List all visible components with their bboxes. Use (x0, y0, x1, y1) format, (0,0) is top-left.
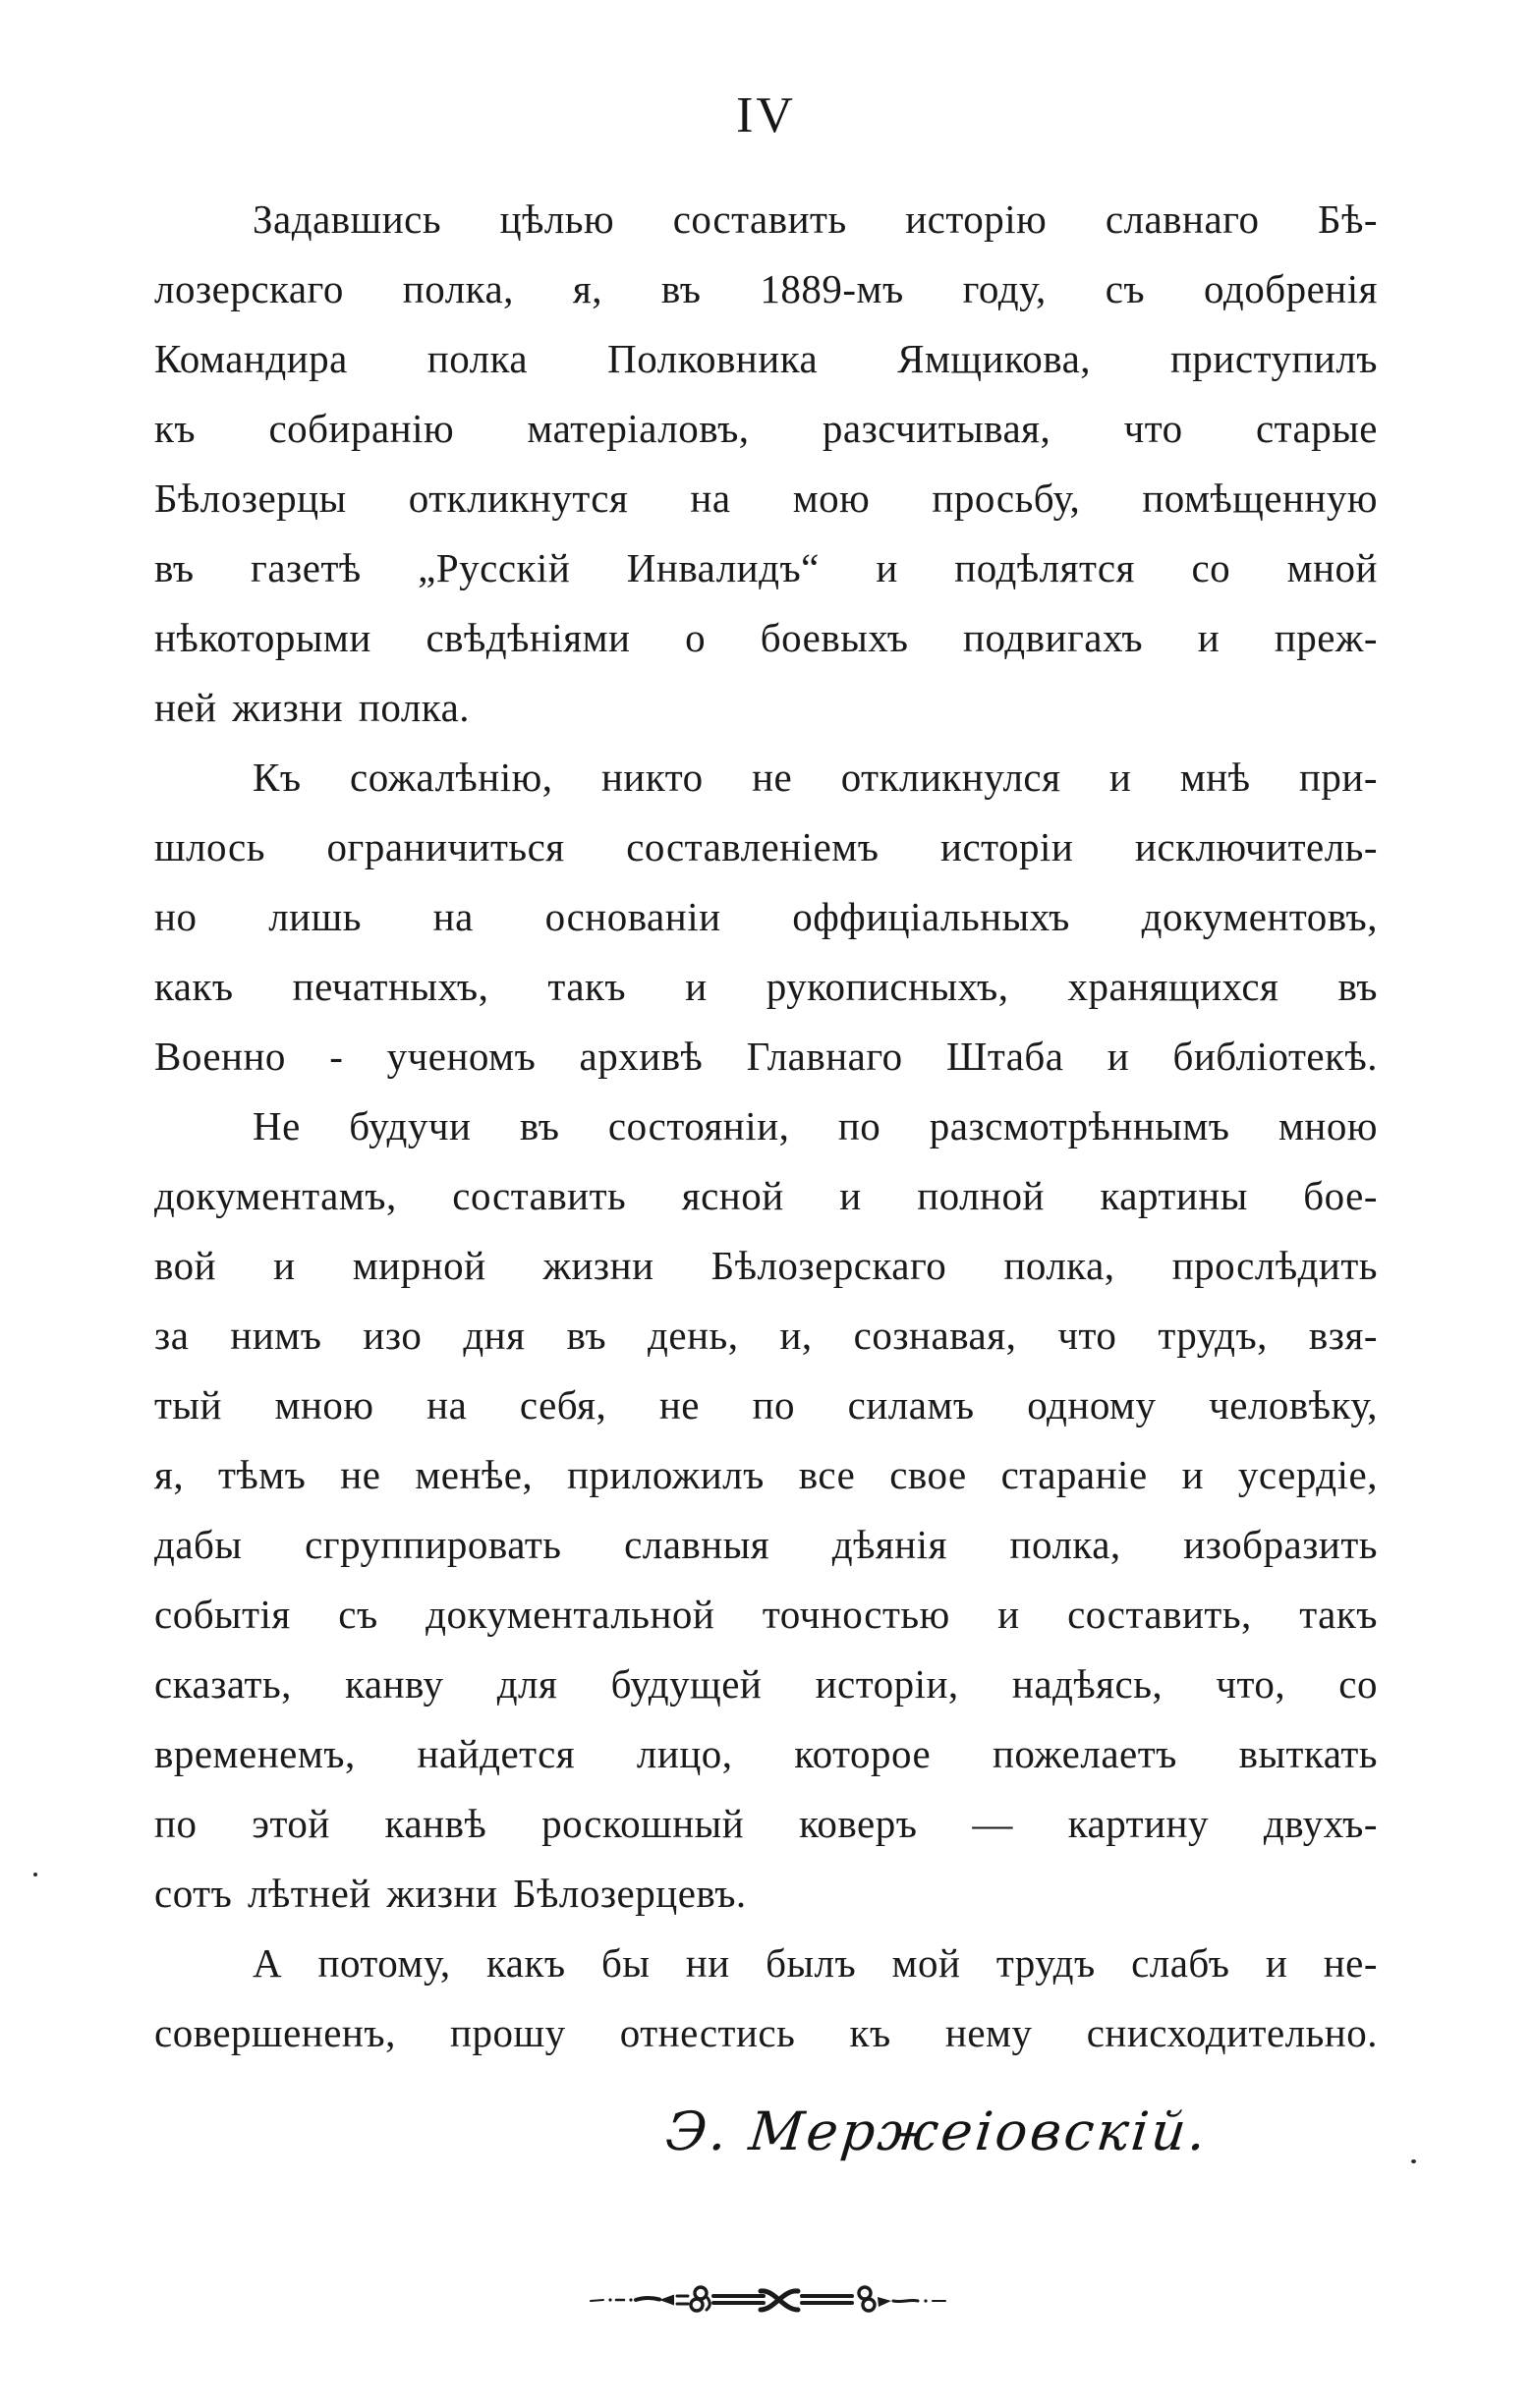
text-line: событія съ документальной точностью и составить, такъ (154, 1592, 1378, 1637)
divider-ornament-icon (587, 2283, 950, 2317)
text-line: по этой канвѣ роскошный коверъ — картину двухъ- (154, 1801, 1378, 1846)
scan-speck (33, 1873, 37, 1876)
text-line: за нимъ изо дня въ день, и, сознавая, что трудъ, взя- (154, 1313, 1378, 1358)
text-line: лозерскаго полка, я, въ 1889-мъ году, съ одобренія (154, 266, 1378, 311)
text-line: я, тѣмъ не менѣе, приложилъ все свое стараніе и усердіе, (154, 1452, 1378, 1497)
text-line: Бѣлозерцы откликнутся на мою просьбу, помѣщенную (154, 476, 1378, 521)
text-line: Военно - ученомъ архивѣ Главнаго Штаба и библіотекѣ. (154, 1034, 1378, 1079)
text-line: Задавшись цѣлью составить исторію славнаго Бѣ- (253, 196, 1378, 242)
text-line: вой и мирной жизни Бѣлозерскаго полка, прослѣдить (154, 1243, 1378, 1288)
text-line: къ собиранію матеріаловъ, разсчитывая, что старые (154, 406, 1378, 451)
page-number-roman: IV (736, 87, 796, 143)
text-line: шлось ограничиться составленіемъ исторіи исключитель- (154, 824, 1378, 869)
body-text (154, 185, 1378, 2068)
author-signature: Э. Мержеіовскій. (662, 2100, 1213, 2162)
text-line: ней жизни полка. (154, 685, 471, 730)
text-line: Къ сожалѣнію, никто не откликнулся и мнѣ при- (253, 755, 1378, 800)
text-line: въ газетѣ „Русскій Инвалидъ“ и подѣлятся со мной (154, 545, 1378, 590)
text-line: А потому, какъ бы ни былъ мой трудъ слабъ и не- (253, 1940, 1378, 1986)
text-line: временемъ, найдется лицо, которое пожелаетъ выткать (154, 1731, 1378, 1776)
text-line: какъ печатныхъ, такъ и рукописныхъ, хранящихся въ (154, 964, 1378, 1009)
text-line: Командира полка Полковника Ямщикова, приступилъ (154, 336, 1378, 381)
text-line: сотъ лѣтней жизни Бѣлозерцевъ. (154, 1871, 747, 1916)
text-line: нѣкоторыми свѣдѣніями о боевыхъ подвигахъ и преж- (154, 615, 1378, 660)
text-line: Не будучи въ состояніи, по разсмотрѣннымъ мною (253, 1103, 1378, 1148)
text-line: совершененъ, прошу отнестись къ нему снисходительно. (154, 2010, 1378, 2055)
divider-ornament (587, 2283, 950, 2317)
scan-speck (1411, 2159, 1416, 2163)
text-line: тый мною на себя, не по силамъ одному человѣку, (154, 1382, 1378, 1428)
text-line: сказать, канву для будущей исторіи, надѣясь, что, со (154, 1661, 1378, 1707)
text-line: документамъ, составить ясной и полной картины бое- (154, 1173, 1378, 1218)
text-line: дабы сгруппировать славныя дѣянія полка, изобразить (154, 1522, 1378, 1567)
text-line: но лишь на основаніи оффиціальныхъ документовъ, (154, 894, 1378, 939)
